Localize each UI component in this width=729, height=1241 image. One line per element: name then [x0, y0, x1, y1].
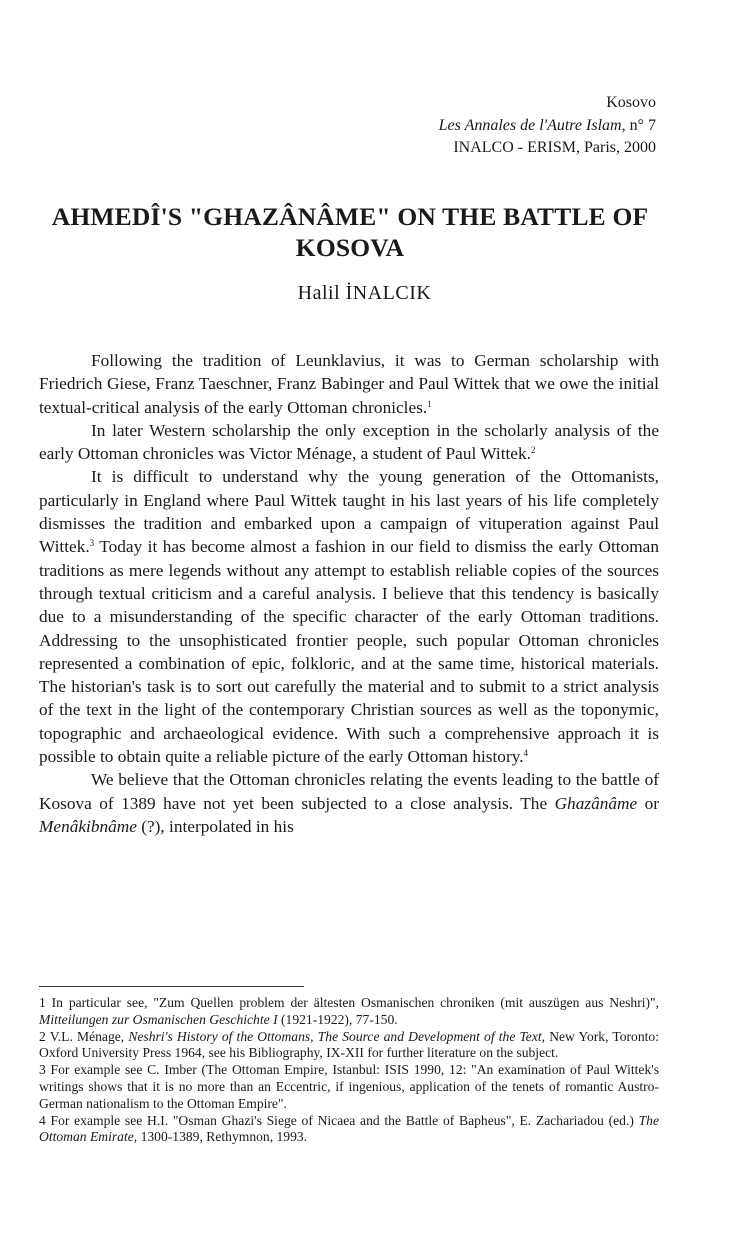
paragraph-4: [39, 768, 659, 838]
term-menakibname: Menâkibnâme: [39, 816, 137, 836]
footnote-1-text-b: (1921-1922), 77-150.: [277, 1011, 398, 1027]
footnote-ref-4: 4: [523, 748, 529, 759]
paragraph-4-text-c: (?), interpolated in his: [136, 816, 294, 836]
footnote-1: [39, 995, 659, 1029]
paragraph-4-text-b: or: [637, 793, 659, 813]
footnote-4-text-b: 1300-1389, Rethymnon, 1993.: [137, 1129, 308, 1145]
footnote-2-italic: Neshri's History of the Ottomans, The Source and Development of the Text,: [128, 1028, 546, 1044]
footnote-2-text-a: 2 V.L. Ménage,: [39, 1028, 129, 1044]
paragraph-3: [39, 465, 659, 768]
term-ghazaname: Ghazânâme: [554, 793, 638, 813]
footnote-2-text-b: New York, Toronto: Oxford University Press 1964, see his Bibliography, IX-XII for further literature on the subject.: [39, 1028, 659, 1061]
header-publisher: INALCO - ERISM, Paris, 2000: [453, 139, 656, 156]
footnote-4: [39, 1113, 659, 1147]
journal-header: [439, 92, 656, 160]
paragraph-3-text-a: It is difficult to understand why the young generation of the Ottomanists, particularly in England where Paul Wittek taught in his last years of his life completely dismisses the tradition and embarked upon a campaign of vituperation against Paul Wittek.: [39, 467, 659, 557]
footnote-ref-3: 3: [89, 538, 95, 549]
article-author: Halil İNALCIK: [297, 282, 432, 304]
paragraph-2-text: In later Western scholarship the only exception in the scholarly analysis of the early Ottoman chronicles was Victor Ménage, a student of Paul Wittek.: [39, 420, 659, 464]
footnote-separator: [39, 986, 304, 987]
footnote-1-text-a: 1 In particular see, "Zum Quellen problem der ältesten Osmanischen chroniken (mit auszügen aus Neshri)",: [39, 995, 659, 1010]
header-journal-line: [439, 115, 656, 138]
footnotes: [39, 995, 659, 1146]
header-topic: Kosovo: [606, 94, 656, 111]
article-body: [39, 349, 659, 838]
footnote-4-text-a: 4 For example see H.I. "Osman Ghazi's Siege of Nicaea and the Battle of Bapheus", E. Zachariadou (ed.): [39, 1112, 639, 1128]
footnote-2: [39, 1029, 659, 1063]
paragraph-3-text-b: Today it has become almost a fashion in our field to dismiss the early Ottoman traditions as mere legends without any attempt to establish reliable copies of the sources through textual criticism and a careful analysis. I believe that this tendency is basically due to a misunderstanding of the specific character of the early Ottoman traditions. Addressing to the unsophisticated frontier people, such popular Ottoman chronicles represented a combination of epic, folkloric, and at the same time, historical materials. The historian's task is to sort out carefully the material and to submit to a strict analysis of the text in the light of the contemporary Christian sources as well as the toponymic, topographic and archaeological evidence. With such a comprehensive approach it is possible to obtain quite a reliable picture of the early Ottoman history.: [39, 537, 659, 767]
footnote-1-italic: Mitteilungen zur Osmanischen Geschichte I: [39, 1011, 278, 1027]
footnote-4-italic: The Ottoman Emirate,: [39, 1112, 659, 1145]
paragraph-4-text-a: We believe that the Ottoman chronicles relating the events leading to the battle of Kosova of 1389 have not yet been subjected to a close analysis. The: [39, 770, 659, 813]
article-title: AHMEDÎ'S "GHAZÂNÂME" ON THE BATTLE OF KOSOVA: [51, 202, 649, 262]
journal-issue: n° 7: [625, 116, 656, 134]
footnote-ref-1: 1: [427, 398, 432, 409]
journal-title: Les Annales de l'Autre Islam,: [438, 116, 626, 134]
footnote-3: 3 For example see C. Imber (The Ottoman Empire, Istanbul: ISIS 1990, 12: "An examination of Paul Wittek's writings shows that it is no more than an Eccentric, if ingenious, application of the tenets of romantic Austro-German nationalism to the Ottoman Empire".: [39, 1062, 659, 1111]
paragraph-1: [39, 349, 659, 419]
paragraph-1-text: Following the tradition of Leunklavius, it was to German scholarship with Friedrich Giese, Franz Taeschner, Franz Babinger and Paul Wittek that we owe the initial textual-critical analysis of the early Ottoman chronicles.: [39, 351, 659, 417]
footnote-ref-2: 2: [530, 445, 536, 456]
paragraph-2: [39, 419, 659, 466]
